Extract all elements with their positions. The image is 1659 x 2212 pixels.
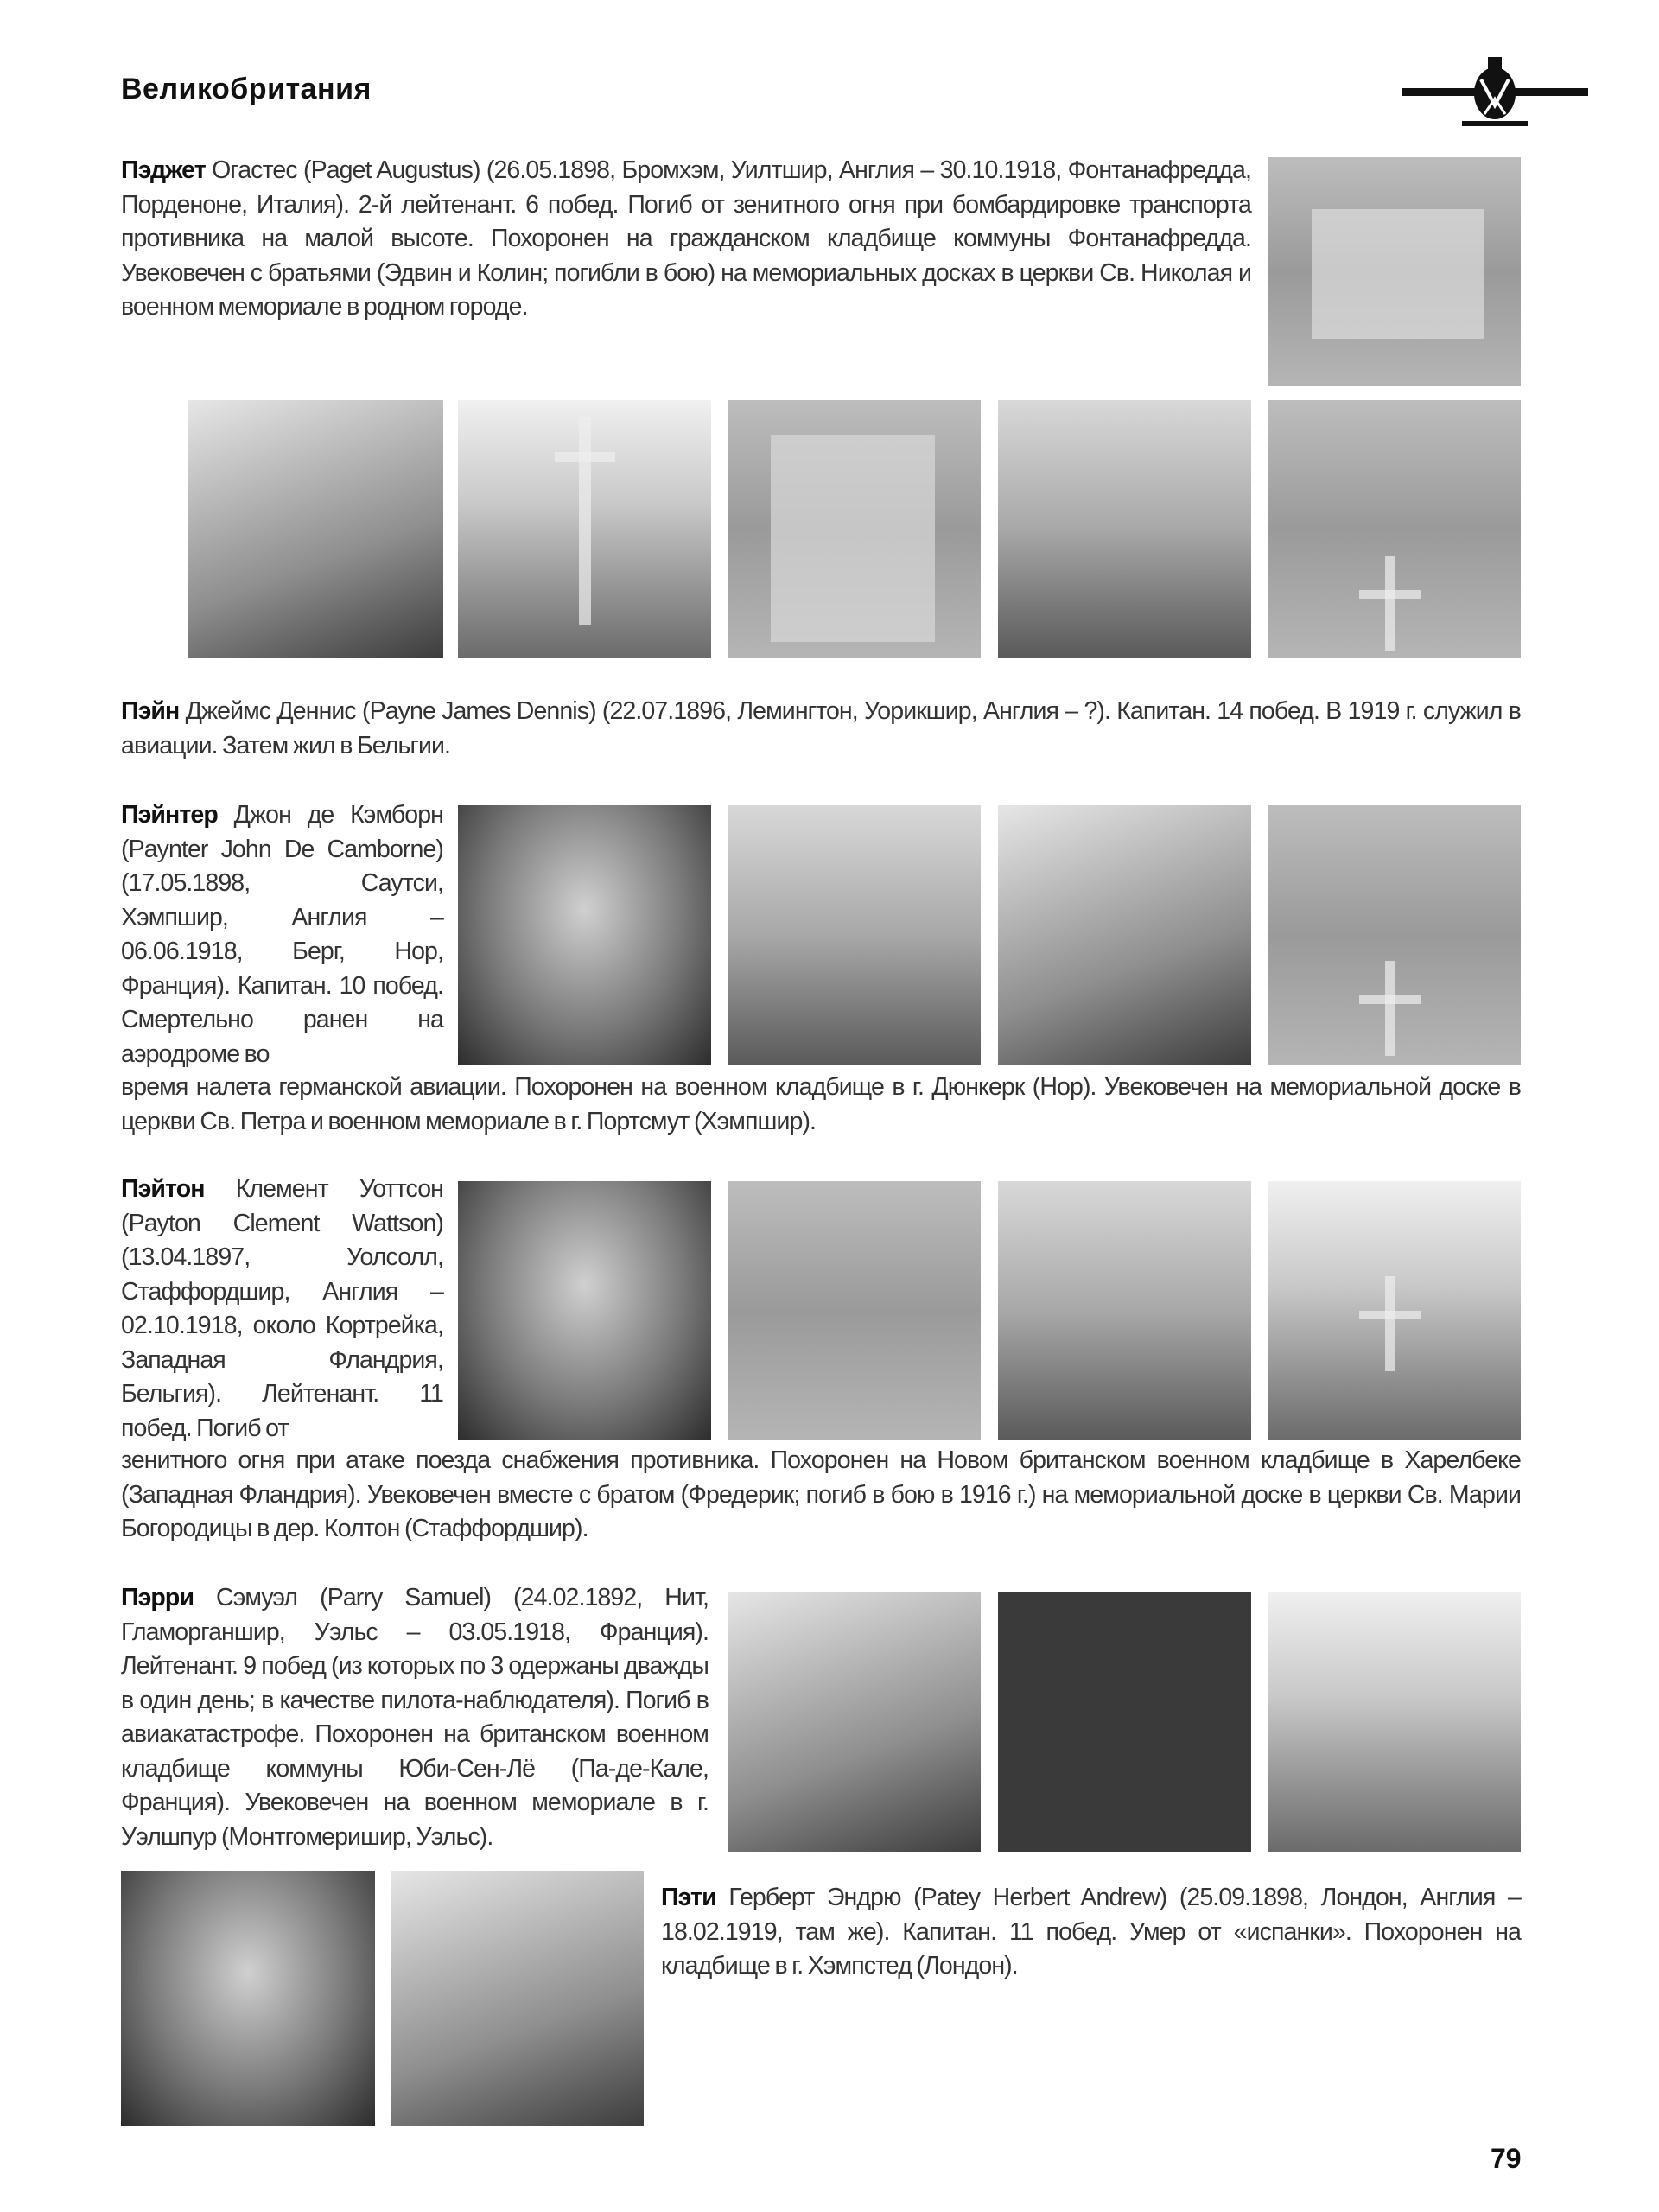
entry-payton — [121, 1173, 443, 1446]
entry-paget — [121, 154, 1251, 325]
entry-text: Сэмуэл (Parry Samuel) (24.02.1892, Нит, Гламорганшир, Уэльс – 03.05.1918, Франция). Лейтенант. 9 побед (из которых по 3 одержаны дважды в один день; в качестве пилота-наблюдателя). Погиб в авиакатастрофе. Похоронен на британском военном кладбище коммуны Юби-Сен-Лё (Па-де-Кале, Франция). Увековечен на военном мемориале в г. Уэлшпур (Монтгомеришир, Уэльс). — [121, 1584, 709, 1851]
photo-memorial-tablet — [728, 400, 981, 658]
photo-portrait — [458, 1181, 711, 1440]
entry-surname: Пэджет — [121, 156, 206, 184]
page-number: 79 — [1491, 2143, 1522, 2174]
photo-names-tablet — [998, 1592, 1251, 1852]
entry-text: Огастес (Paget Augustus) (26.05.1898, Бромхэм, Уилтшир, Англия – 30.10.1918, Фонтанафредда, Порденоне, Италия). 2-й лейтенант. 6 побед. Погиб от зенитного огня при бомбардировке транспорта противника на малой высоте. Похоронен на гражданском кладбище коммуны Фонтанафредда. Увековечен с братьями (Эдвин и Колин; погибли в бою) на мемориальных досках в церкви Св. Николая и военном мемориале в родном городе. — [121, 156, 1251, 321]
photo-cemetery — [1268, 1592, 1521, 1852]
entry-surname: Пэйтон — [121, 1175, 205, 1203]
entry-text: Герберт Эндрю (Patey Herbert Andrew) (25.09.1898, Лондон, Англия – 18.02.1919, там же). Капитан. 11 побед. Умер от «испанки». Похоронен на кладбище в г. Хэмпстед (Лондон). — [661, 1884, 1521, 1980]
entry-surname: Пэти — [661, 1884, 716, 1911]
entry-text: Джеймс Деннис (Payne James Dennis) (22.07.1896, Лемингтон, Уорикшир, Англия – ?). Капитан. 14 побед. В 1919 г. служил в авиации. Затем жил в Бельгии. — [121, 697, 1521, 760]
photo-memorial-plaque — [728, 1181, 981, 1440]
photo-memorial-plaque — [1268, 157, 1521, 386]
photo-grave-monument — [188, 400, 443, 658]
photo-town-memorial — [728, 1592, 981, 1852]
photo-headstone — [1268, 1181, 1521, 1440]
photo-portrait — [458, 805, 711, 1065]
entry-paynter-continued: время налета германской авиации. Похоронен на военном кладбище в г. Дюнкерк (Нор). Увековечен на мемориальной доске в церкви Св. Петра и военном мемориале в г. Портсмут (Хэмпшир). — [121, 1073, 1521, 1135]
photo-church — [998, 400, 1251, 658]
photo-village-cross — [458, 400, 711, 658]
photo-church — [998, 1181, 1251, 1440]
aircraft-emblem-icon — [1402, 54, 1588, 133]
photo-war-memorial — [728, 805, 981, 1065]
entry-surname: Пэрри — [121, 1584, 194, 1611]
photo-church — [998, 805, 1251, 1065]
entry-text: Клемент Уоттсон (Payton Clement Wattson) (13.04.1897, Уолсолл, Стаффордшир, Англия – 02.10.1918, около Кортрейка, Западная Фландрия, Бельгия). Лейтенант. 11 побед. Погиб от — [121, 1175, 443, 1442]
entry-payton-continued: зенитного огня при атаке поезда снабжения противника. Похоронен на Новом британском военном кладбище в Харелбеке (Западная Фландрия). Увековечен вместе с братом (Фредерик; погиб в бою в 1916 г.) на мемориальной доске в церкви Св. Марии Богородицы в дер. Колтон (Стаффордшир). — [121, 1446, 1521, 1542]
entry-surname: Пэйн — [121, 697, 180, 725]
section-heading: Великобритания — [121, 73, 372, 105]
entry-text: Джон де Кэмборн (Paynter John De Camborne) (17.05.1898, Саутси, Хэмпшир, Англия – 06.06.1918, Берг, Нор, Франция). Капитан. 10 побед. Смертельно ранен на аэродроме во — [121, 801, 443, 1068]
photo-portrait — [121, 1871, 375, 2126]
entry-surname: Пэйнтер — [121, 801, 218, 829]
photo-headstone — [1268, 400, 1521, 658]
entry-parry — [121, 1581, 709, 1854]
entry-patey — [661, 1881, 1521, 1984]
entry-payne — [121, 695, 1521, 763]
entry-paynter — [121, 798, 443, 1071]
photo-grave — [391, 1871, 644, 2126]
photo-headstone — [1268, 805, 1521, 1065]
